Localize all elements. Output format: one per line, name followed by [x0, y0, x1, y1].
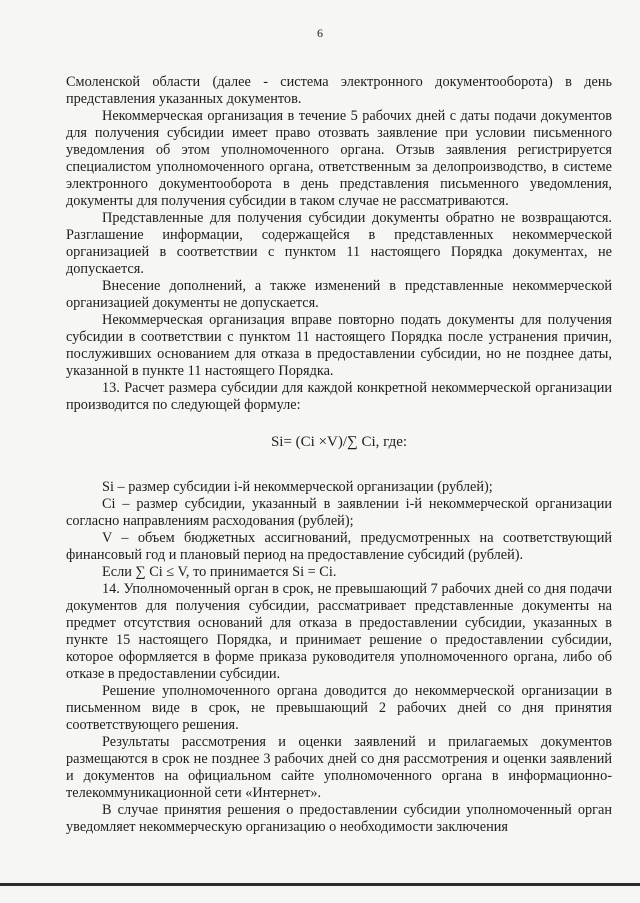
- page-number: 6: [317, 26, 323, 40]
- formula-definition: Si – размер субсидии i-й некоммерческой организации (рублей);: [102, 479, 493, 495]
- formula-definition: Ci – размер субсидии, указанный в заявлении i-й некоммерческой организации согласно направлениям расходования (рублей);: [66, 496, 612, 529]
- paragraph: Решение уполномоченного органа доводится до некоммерческой организации в письменном виде в срок, не превышающий 2 рабочих дней со дня принятия соответствующего решения.: [66, 683, 612, 733]
- section-14-paragraph: 14. Уполномоченный орган в срок, не превышающий 7 рабочих дней со дня подачи документов для получения субсидии, рассматривает представленные документы на предмет отсутствия оснований для отказа в предоставлении субсидии, указанных в пункте 15 настоящего Порядка, и принимает решение о предоставлении субсидии, которое оформляется в форме приказа руководителя уполномоченного органа, либо об отказе в предоставлении субсидии.: [66, 581, 612, 682]
- paragraph: Некоммерческая организация вправе повторно подать документы для получения субсидии в соответствии с пунктом 11 настоящего Порядка после устранения причин, послуживших основанием для отказа в предоставлении субсидии, но не позднее даты, указанной в пункте 11 настоящего Порядка.: [66, 312, 612, 379]
- paragraph: В случае принятия решения о предоставлении субсидии уполномоченный орган уведомляет некоммерческую организацию о необходимости заключения: [66, 802, 612, 835]
- paragraph: Смоленской области (далее - система электронного документооборота) в день представления указанных документов.: [66, 74, 612, 107]
- paragraph: Некоммерческая организация в течение 5 рабочих дней с даты подачи документов для получения субсидии имеет право отозвать заявление при условии письменного уведомления об этом уполномоченного органа. Отзыв заявления регистрируется специалистом уполномоченного органа, ответственным за делопроизводство, в системе электронного документооборота в день представления письменного уведомления, документы для получения субсидии в таком случае не рассматриваются.: [66, 108, 612, 209]
- subsidy-formula: Si= (Ci ×V)/∑ Ci, где:: [270, 434, 408, 450]
- section-13-paragraph: 13. Расчет размера субсидии для каждой конкретной некоммерческой организации производится по следующей формуле:: [66, 380, 612, 413]
- paragraph: Внесение дополнений, а также изменений в представленные некоммерческой организацией документы не допускается.: [66, 278, 612, 311]
- scan-bottom-edge: [0, 883, 640, 886]
- document-body: [66, 74, 612, 836]
- paragraph: Результаты рассмотрения и оценки заявлений и прилагаемых документов размещаются в срок не позднее 3 рабочих дней со дня рассмотрения и оценки заявлений и документов на официальном сайте уполномоченного органа в информационно-телекоммуникационной сети «Интернет».: [66, 734, 612, 801]
- paragraph: Представленные для получения субсидии документы обратно не возвращаются. Разглашение информации, содержащейся в представленных некоммерческой организацией в соответствии с пунктом 11 настоящего Порядка документах, не допускается.: [66, 210, 612, 277]
- formula-condition: Если ∑ Ci ≤ V, то принимается Si = Ci.: [102, 564, 337, 580]
- formula-definition: V – объем бюджетных ассигнований, предусмотренных на соответствующий финансовый год и плановый период на предоставление субсидий (рублей).: [66, 530, 612, 563]
